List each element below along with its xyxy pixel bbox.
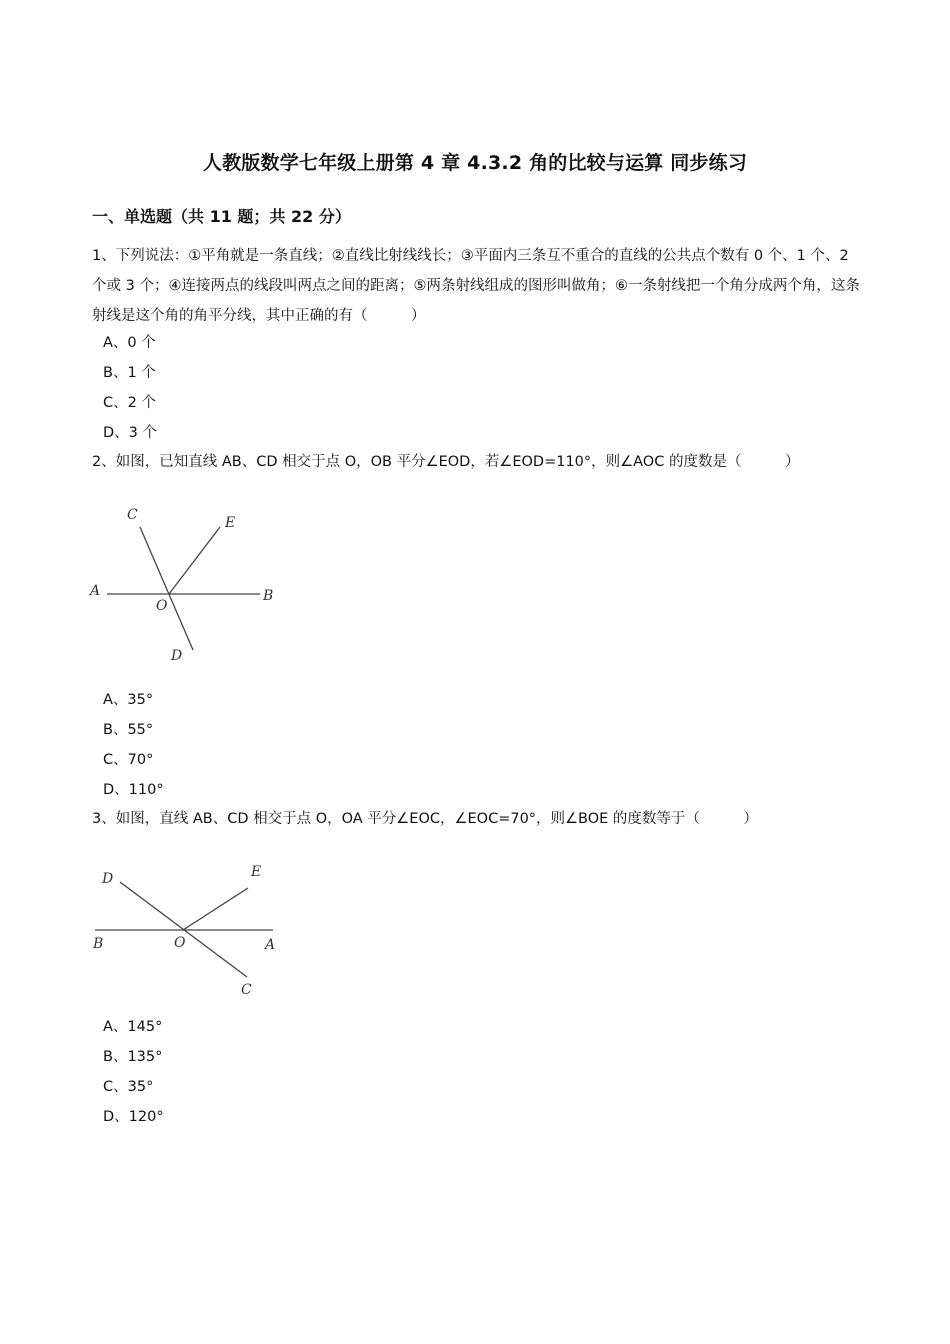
label-a: A xyxy=(265,937,276,953)
label-o: O xyxy=(174,935,186,951)
label-e: E xyxy=(251,864,262,880)
label-e: E xyxy=(225,515,236,531)
section-title: 一、单选题（共 11 题；共 22 分） xyxy=(92,207,351,226)
question-3-figure xyxy=(85,855,285,1005)
label-c: C xyxy=(241,982,252,998)
label-b: B xyxy=(263,588,274,604)
question-1-option-a: A、0 个 xyxy=(103,335,156,351)
question-2-option-a: A、35° xyxy=(103,692,154,708)
label-a: A xyxy=(90,583,101,599)
question-3-text: 3、如图，直线 AB、CD 相交于点 O，OA 平分∠EOC，∠EOC=70°，则∠BOE 的度数等于（ ） xyxy=(92,811,758,827)
label-c: C xyxy=(127,507,138,523)
ray-oe xyxy=(169,527,220,594)
question-3-option-a: A、145° xyxy=(103,1019,163,1035)
question-2-option-d: D、110° xyxy=(103,782,164,798)
label-b: B xyxy=(93,936,104,952)
label-o: O xyxy=(156,598,168,614)
question-3-option-d: D、120° xyxy=(103,1109,164,1125)
question-2-text: 2、如图，已知直线 AB、CD 相交于点 O，OB 平分∠EOD，若∠EOD=110°，则∠AOC 的度数是（ ） xyxy=(92,454,800,470)
ray-oe xyxy=(183,888,248,930)
label-d: D xyxy=(102,871,114,887)
question-1-option-b: B、1 个 xyxy=(103,365,156,381)
line-cd xyxy=(140,527,193,650)
page-title: 人教版数学七年级上册第 4 章 4.3.2 角的比较与运算 同步练习 xyxy=(202,152,748,174)
question-3-option-c: C、35° xyxy=(103,1079,154,1095)
question-1-option-d: D、3 个 xyxy=(103,425,157,441)
question-3-option-b: B、135° xyxy=(103,1049,163,1065)
question-1-option-c: C、2 个 xyxy=(103,395,156,411)
question-1-text: 1、下列说法：①平角就是一条直线；②直线比射线线长；③平面内三条互不重合的直线的公共点个数有 0 个、1 个、2 个或 3 个；④连接两点的线段叫两点之间的距离；⑤两条射线组成的图形叫做角；⑥一条射线把一个角分成两个角，这条射线是这个角的角平分线，其中正确的有（ ） xyxy=(92,248,860,324)
label-d: D xyxy=(171,648,183,664)
question-2-figure xyxy=(85,500,285,670)
question-2-option-b: B、55° xyxy=(103,722,154,738)
question-2-option-c: C、70° xyxy=(103,752,154,768)
